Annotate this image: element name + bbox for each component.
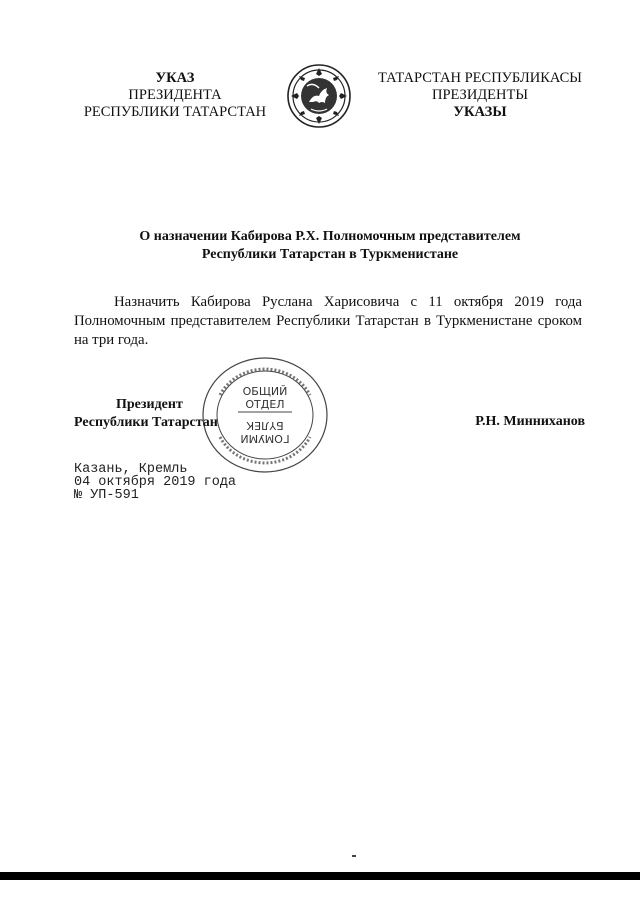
signature-title: [74, 396, 234, 432]
tatarstan-coat-of-arms-icon: [285, 62, 353, 130]
decree-title: [60, 228, 600, 264]
header-right-line2: ПРЕЗИДЕНТЫ: [431, 87, 529, 103]
stamp-line4: БҮЛЕК: [246, 419, 284, 432]
header-left-line2: ПРЕЗИДЕНТА: [128, 87, 222, 103]
footer-number: № УП-591: [74, 488, 139, 503]
scan-speck: [352, 855, 356, 857]
header-left-block: [70, 70, 280, 121]
header-right-block: [360, 70, 600, 121]
signatory-name: Р.Н. Минниханов: [475, 414, 585, 429]
header-left-title: УКАЗ: [155, 70, 195, 86]
stamp-line2: ОТДЕЛ: [245, 398, 285, 411]
decree-title-line2: Республики Татарстан в Туркменистане: [201, 247, 459, 262]
decree-footer: [74, 463, 236, 502]
decree-paragraph: Назначить Кабирова Руслана Харисовича с 11 октября 2019 года Полномочным представителем Республики Татарстан в Туркменистане сроком на три года.: [74, 294, 582, 348]
stamp-line1: ОБЩИЙ: [242, 385, 288, 398]
decree-title-line1: О назначении Кабирова Р.Х. Полномочным представителем: [139, 229, 521, 244]
header-left-line3: РЕСПУБЛИКИ ТАТАРСТАН: [83, 104, 267, 120]
stamp-line3: ГОМУМИ: [240, 432, 290, 445]
header-right-title: УКАЗЫ: [453, 104, 507, 120]
signature-title-line1: Президент: [116, 397, 183, 412]
signature-title-line2: Республики Татарстан: [74, 415, 218, 430]
footer-date: 04 октября 2019 года: [74, 475, 237, 490]
header-right-line1: ТАТАРСТАН РЕСПУБЛИКАСЫ: [378, 70, 582, 86]
footer-place: Казань, Кремль: [74, 462, 188, 477]
scan-edge-bar: [0, 872, 640, 880]
decree-body: [74, 293, 582, 350]
